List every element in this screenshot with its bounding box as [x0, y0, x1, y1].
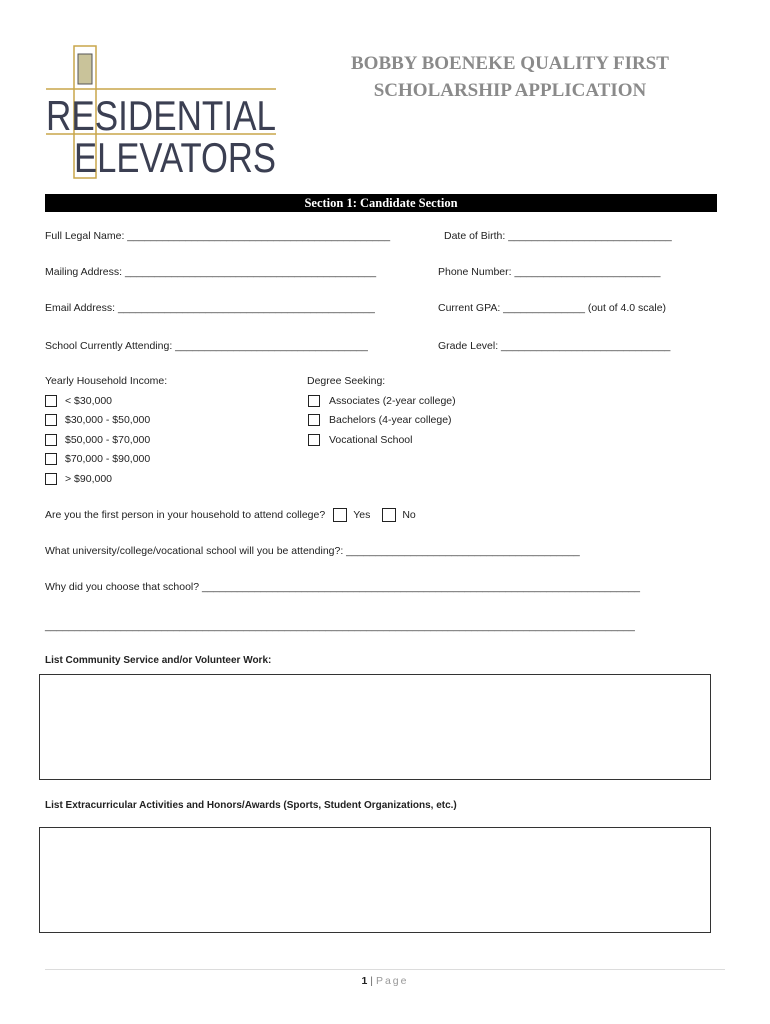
attending-field[interactable]: What university/college/vocational school will you be attending?: ________________________________________ — [45, 545, 580, 557]
logo-line1: RESIDENTIAL — [46, 92, 276, 139]
income-option[interactable] — [45, 450, 150, 470]
page-number: 1 — [361, 975, 368, 987]
phone-field[interactable]: Phone Number: _________________________ — [438, 266, 661, 278]
community-label: List Community Service and/or Volunteer Work: — [45, 655, 272, 666]
grade-field[interactable]: Grade Level: _____________________________ — [438, 340, 671, 352]
extracurricular-textbox[interactable] — [39, 827, 711, 933]
mailing-address-field[interactable]: Mailing Address: ___________________________________________ — [45, 266, 377, 278]
option-label: > $90,000 — [65, 472, 113, 485]
option-label: $30,000 - $50,000 — [65, 414, 151, 427]
degree-options — [308, 391, 456, 450]
income-label: Yearly Household Income: — [45, 375, 168, 387]
why-field-line2[interactable]: _____________________________________________________________________________________________________ — [45, 620, 635, 632]
degree-option[interactable] — [308, 391, 456, 411]
logo-line2: ELEVATORS — [74, 134, 276, 181]
residential-elevators-logo — [44, 44, 280, 180]
title-line2: SCHOLARSHIP APPLICATION — [373, 80, 647, 101]
checkbox[interactable] — [308, 395, 320, 407]
checkbox[interactable] — [45, 473, 57, 485]
checkbox[interactable] — [45, 414, 57, 426]
footer-divider — [45, 969, 725, 970]
yes-label: Yes — [353, 509, 371, 521]
no-label: No — [402, 509, 416, 521]
income-option[interactable] — [45, 411, 150, 431]
extracurricular-label: List Extracurricular Activities and Honors/Awards (Sports, Student Organizations, etc.) — [45, 800, 457, 811]
full-name-field[interactable]: Full Legal Name: _____________________________________________ — [45, 230, 391, 242]
income-option[interactable] — [45, 469, 150, 489]
checkbox[interactable] — [45, 453, 57, 465]
income-option[interactable] — [45, 391, 150, 411]
dob-field[interactable]: Date of Birth: ____________________________ — [444, 230, 672, 242]
first-person-question — [45, 508, 416, 522]
page-separator: | — [370, 975, 374, 987]
checkbox[interactable] — [308, 434, 320, 446]
page-word: Page — [375, 975, 409, 987]
degree-option[interactable] — [308, 430, 456, 450]
question-text: Are you the first person in your household to attend college? — [45, 509, 326, 521]
why-field[interactable]: Why did you choose that school? ___________________________________________________________________________ — [45, 581, 640, 593]
checkbox[interactable] — [45, 434, 57, 446]
yes-checkbox[interactable] — [333, 508, 347, 522]
option-label: Associates (2-year college) — [329, 394, 456, 407]
option-label: Bachelors (4-year college) — [329, 414, 452, 427]
option-label: $70,000 - $90,000 — [65, 453, 151, 466]
page-title — [300, 50, 720, 104]
checkbox[interactable] — [308, 414, 320, 426]
degree-label: Degree Seeking: — [307, 375, 386, 387]
income-options — [45, 391, 150, 489]
school-field[interactable]: School Currently Attending: _________________________________ — [45, 340, 368, 352]
community-textbox[interactable] — [39, 674, 711, 780]
email-field[interactable]: Email Address: ____________________________________________ — [45, 302, 375, 314]
option-label: Vocational School — [329, 433, 413, 446]
option-label: < $30,000 — [65, 394, 113, 407]
income-option[interactable] — [45, 430, 150, 450]
option-label: $50,000 - $70,000 — [65, 433, 151, 446]
checkbox[interactable] — [45, 395, 57, 407]
no-checkbox[interactable] — [382, 508, 396, 522]
gpa-field[interactable]: Current GPA: ______________ (out of 4.0 scale) — [438, 302, 667, 314]
section-header: Section 1: Candidate Section — [45, 194, 717, 212]
degree-option[interactable] — [308, 411, 456, 431]
page-footer — [0, 975, 770, 987]
title-line1: BOBBY BOENEKE QUALITY FIRST — [351, 53, 669, 74]
